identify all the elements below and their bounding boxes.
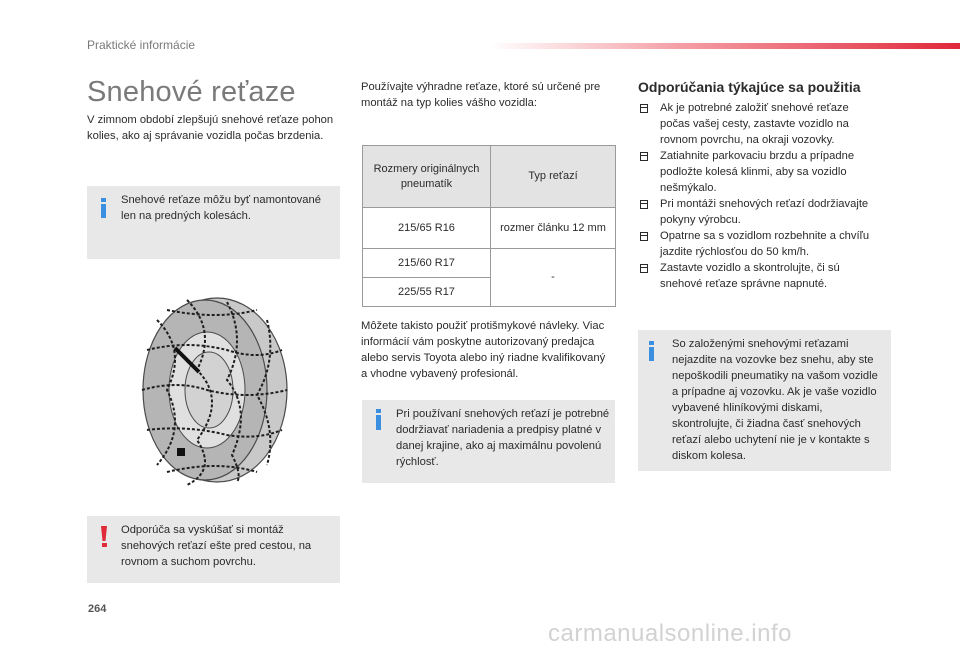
table-cell-size: 215/60 R17 — [363, 249, 491, 278]
warning-box-test-mounting — [87, 516, 340, 583]
info-box-text: So založenými snehovými reťazami nejazdite na vozovke bez snehu, aby ste nepoškodili pneumatiky na vašom vozidle a prípadne aj vozovku. Ak je vaše vozidlo vybavené hliníkovými diskami, skontrolujte, či žiadna časť snehových reťazí alebo uchytení nie je v kontakte s diskom kolesa. — [672, 338, 878, 462]
page-title: Snehové reťaze — [87, 76, 296, 108]
tire-chain-table — [362, 145, 616, 307]
watermark: carmanualsonline.info — [548, 620, 792, 647]
bullet-icon — [640, 152, 648, 160]
table-header-row — [363, 146, 616, 208]
info-icon — [376, 409, 381, 430]
info-box-regulations — [362, 400, 615, 483]
bullet-icon — [640, 264, 648, 272]
section-header: Praktické informácie — [87, 38, 196, 52]
info-box-text: Pri používaní snehových reťazí je potrebné dodržiavať nariadenia a predpisy platné v danej krajine, ako aj maximálnu povolenú rýchlosť. — [396, 408, 610, 468]
info-box-alloy-wheels — [638, 330, 891, 471]
anti-slip-paragraph: Môžete takisto použiť protišmykové návleky. Viac informácií vám poskytne autorizovaný predajca alebo servis Toyota alebo iný riadne kvalifikovaný a vhodne vybavený profesionál. — [361, 320, 606, 380]
intro-paragraph: V zimnom období zlepšujú snehové reťaze pohon kolies, ako aj správanie vozidla počas brzdenia. — [87, 114, 334, 142]
info-icon — [101, 198, 106, 218]
info-box-front-wheels — [87, 186, 340, 259]
bullet-icon — [640, 232, 648, 240]
warning-box-text: Odporúča sa vyskúšať si montáž snehových reťazí ešte pred cestou, na rovnom a suchom povrchu. — [121, 524, 312, 568]
table-row — [363, 249, 616, 278]
bullet-icon — [640, 200, 648, 208]
table-cell-size: 215/65 R16 — [363, 208, 491, 249]
chains-usage-intro: Používajte výhradne reťaze, ktoré sú určené pre montáž na typ kolies vášho vozidla: — [361, 81, 601, 109]
list-item: Opatrne sa s vozidlom rozbehnite a chvíľu jazdite rýchlosťou do 50 km/h. — [640, 228, 880, 260]
info-box-text: Snehové reťaze môžu byť namontované len na predných kolesách. — [121, 194, 321, 222]
header-accent-bar — [490, 43, 960, 49]
recommendations-title: Odporúčania týkajúce sa použitia — [638, 79, 861, 95]
list-item: Pri montáži snehových reťazí dodržiavajte pokyny výrobcu. — [640, 196, 880, 228]
list-item: Ak je potrebné založiť snehové reťaze počas vašej cesty, zastavte vozidlo na rovnom povrchu, na okraji vozovky. — [640, 100, 880, 148]
table-header-cell: Rozmery originálnych pneumatík — [363, 146, 491, 208]
warning-icon — [101, 526, 107, 547]
info-icon — [649, 341, 654, 361]
list-item: Zatiahnite parkovaciu brzdu a prípadne podložte kolesá klinmi, aby sa vozidlo nešmýkalo. — [640, 148, 880, 196]
table-row — [363, 208, 616, 249]
bullet-icon — [640, 104, 648, 112]
page-number: 264 — [88, 603, 107, 615]
list-item: Zastavte vozidlo a skontrolujte, či sú snehové reťaze správne napnuté. — [640, 260, 880, 292]
table-cell-type: rozmer článku 12 mm — [491, 208, 616, 249]
recommendations-list — [640, 100, 880, 292]
snow-chain-tire-illustration — [127, 290, 297, 490]
table-cell-size: 225/55 R17 — [363, 278, 491, 307]
table-cell-type: - — [491, 249, 616, 307]
table-header-cell: Typ reťazí — [491, 146, 616, 208]
